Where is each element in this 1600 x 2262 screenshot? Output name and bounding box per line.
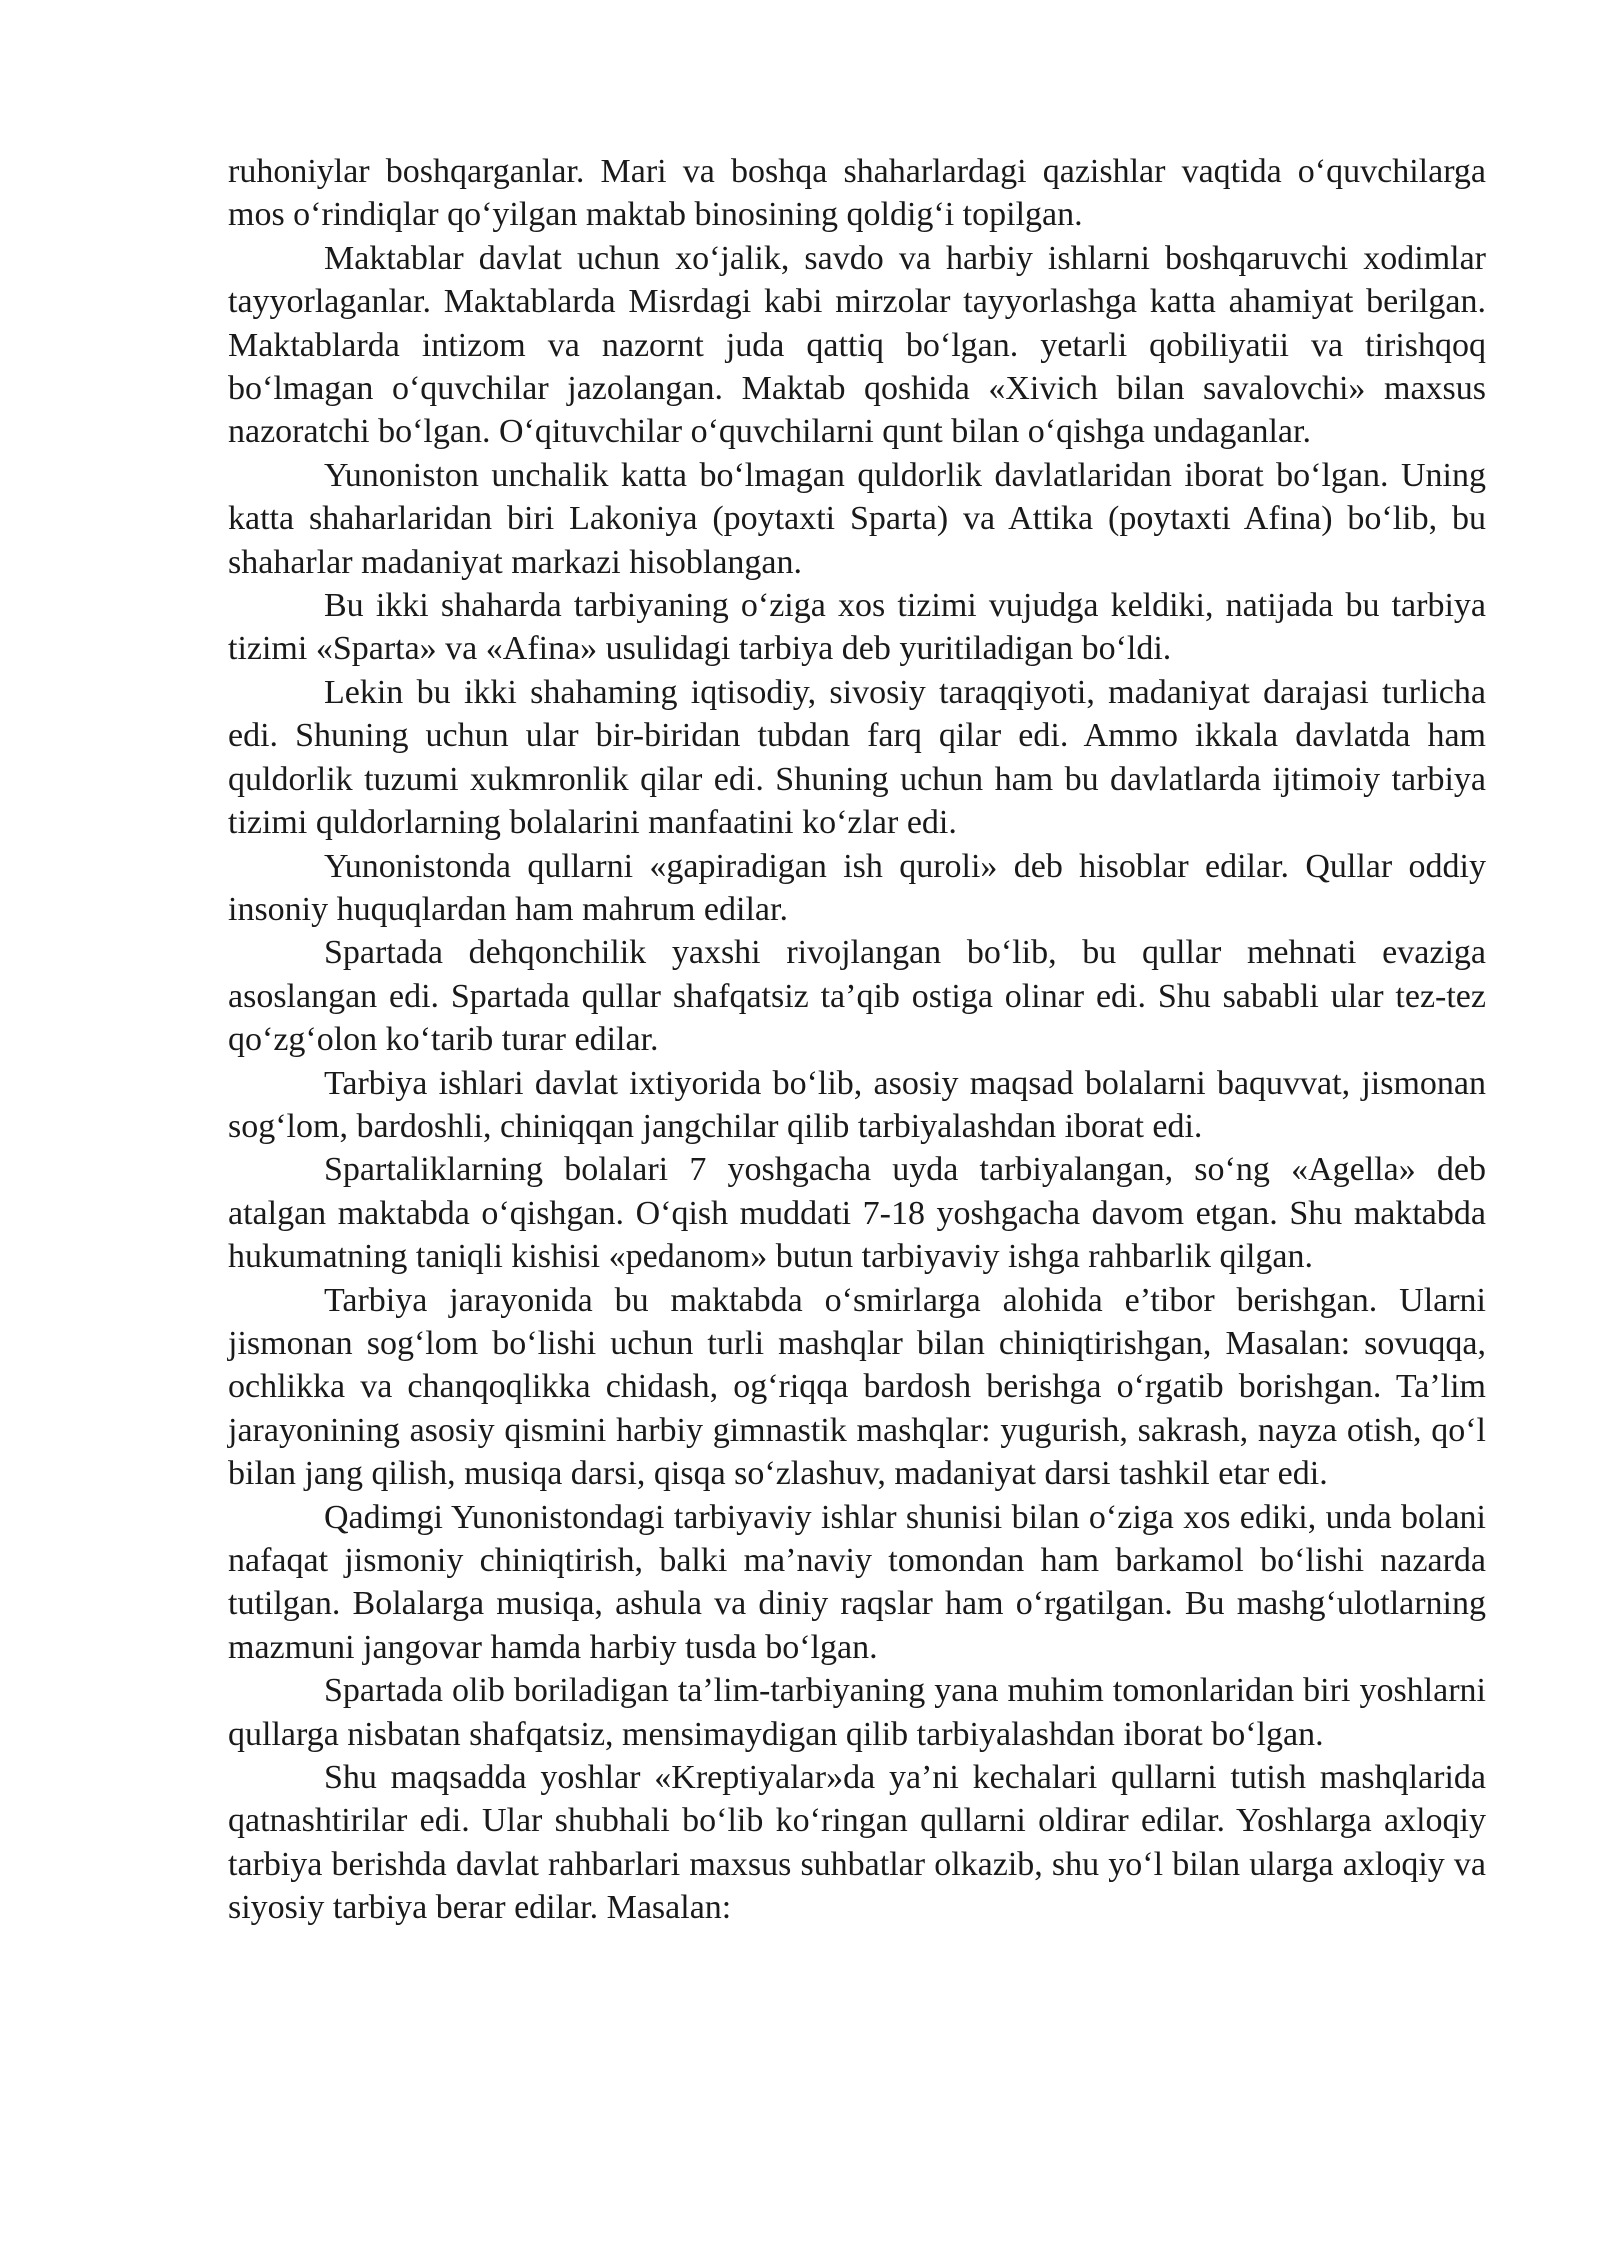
paragraph: Yunoniston unchalik katta bo‘lmagan quldorlik davlatlaridan iborat bo‘lgan. Uning katta shaharlaridan biri Lakoniya (poytaxti Sparta) va Attika (poytaxti Afina) bo‘lib, bu shaharlar madaniyat markazi hisoblangan. bbox=[228, 456, 1486, 581]
paragraph: Spartada dehqonchilik yaxshi rivojlangan bo‘lib, bu qullar mehnati evaziga asoslangan edi. Spartada qullar shafqatsiz ta’qib ostiga olinar edi. Shu sababli ular tez-tez qo‘zg‘olon ko‘tarib turar edilar. bbox=[228, 934, 1486, 1059]
paragraph: Tarbiya ishlari davlat ixtiyorida bo‘lib, asosiy maqsad bolalarni baquvvat, jismonan sog‘lom, bardoshli, chiniqqan jangchilar qilib tarbiyalashdan iborat edi. bbox=[228, 1064, 1486, 1145]
paragraph: Qadimgi Yunonistondagi tarbiyaviy ishlar shunisi bilan o‘ziga xos ediki, unda bolani nafaqat jismoniy chiniqtirish, balki ma’naviy tomondan ham barkamol bo‘lishi nazarda tutilgan. Bolalarga musiqa, ashula va diniy raqslar ham o‘rgatilgan. Bu mashg‘ulotlarning mazmuni jangovar hamda harbiy tusda bo‘lgan. bbox=[228, 1498, 1486, 1666]
paragraph: Spartada olib boriladigan ta’lim-tarbiyaning yana muhim tomonlaridan biri yoshlarni qullarga nisbatan shafqatsiz, mensimaydigan qilib tarbiyalashdan iborat bo‘lgan. bbox=[228, 1672, 1486, 1753]
paragraph: Bu ikki shaharda tarbiyaning o‘ziga xos tizimi vujudga keldiki, natijada bu tarbiya tizimi «Sparta» va «Afina» usulidagi tarbiya deb yuritiladigan bo‘ldi. bbox=[228, 587, 1486, 668]
paragraph: Lekin bu ikki shahaming iqtisodiy, sivosiy taraqqiyoti, madaniyat darajasi turlicha edi. Shuning uchun ular bir-biridan tubdan farq qilar edi. Ammo ikkala davlatda ham quldorlik tuzumi xukmronlik qilar edi. Shuning uchun ham bu davlatlarda ijtimoiy tarbiya tizimi quldorlarning bolalarini manfaatini ko‘zlar edi. bbox=[228, 673, 1486, 842]
document-page bbox=[228, 150, 1486, 1930]
paragraph: Tarbiya jarayonida bu maktabda o‘smirlarga alohida e’tibor berishgan. Ularni jismonan sog‘lom bo‘lishi uchun turli mashqlar bilan chiniqtirishgan, Masalan: sovuqqa, ochlikka va chanqoqlikka chidash, og‘riqqa bardosh berishga o‘rgatib borishgan. Ta’lim jarayonining asosiy qismini harbiy gimnastik mashqlar: yugurish, sakrash, nayza otish, qo‘l bilan jang qilish, musiqa darsi, qisqa so‘zlashuv, madaniyat darsi tashkil etar edi. bbox=[228, 1281, 1486, 1493]
paragraph: Shu maqsadda yoshlar «Kreptiyalar»da ya’ni kechalari qullarni tutish mashqlarida qatnashtirilar edi. Ular shubhali bo‘lib ko‘ringan qullarni oldirar edilar. Yoshlarga axloqiy tarbiya berishda davlat rahbarlari maxsus suhbatlar olkazib, shu yo‘l bilan ularga axloqiy va siyosiy tarbiya berar edilar. Masalan: bbox=[228, 1759, 1486, 1927]
paragraph: ruhoniylar boshqarganlar. Mari va boshqa shaharlardagi qazishlar vaqtida o‘quvchilarga mos o‘rindiqlar qo‘yilgan maktab binosining qoldig‘i topilgan. bbox=[228, 153, 1486, 234]
paragraph: Maktablar davlat uchun xo‘jalik, savdo va harbiy ishlarni boshqaruvchi xodimlar tayyorlaganlar. Maktablarda Misrdagi kabi mirzolar tayyorlashga katta ahamiyat berilgan. Maktablarda intizom va nazornt juda qattiq bo‘lgan. yetarli qobiliyatii va tirishqoq bo‘lmagan o‘quvchilar jazolangan. Maktab qoshida «Xivich bilan savalovchi» maxsus nazoratchi bo‘lgan. O‘qituvchilar o‘quvchilarni qunt bilan o‘qishga undaganlar. bbox=[228, 239, 1486, 451]
paragraph: Spartaliklarning bolalari 7 yoshgacha uyda tarbiyalangan, so‘ng «Agella» deb atalgan maktabda o‘qishgan. O‘qish muddati 7-18 yoshgacha davom etgan. Shu maktabda hukumatning taniqli kishisi «pedanom» butun tarbiyaviy ishga rahbarlik qilgan. bbox=[228, 1151, 1486, 1276]
paragraph: Yunonistonda qullarni «gapiradigan ish quroli» deb hisoblar edilar. Qullar oddiy insoniy huquqlardan ham mahrum edilar. bbox=[228, 847, 1486, 928]
